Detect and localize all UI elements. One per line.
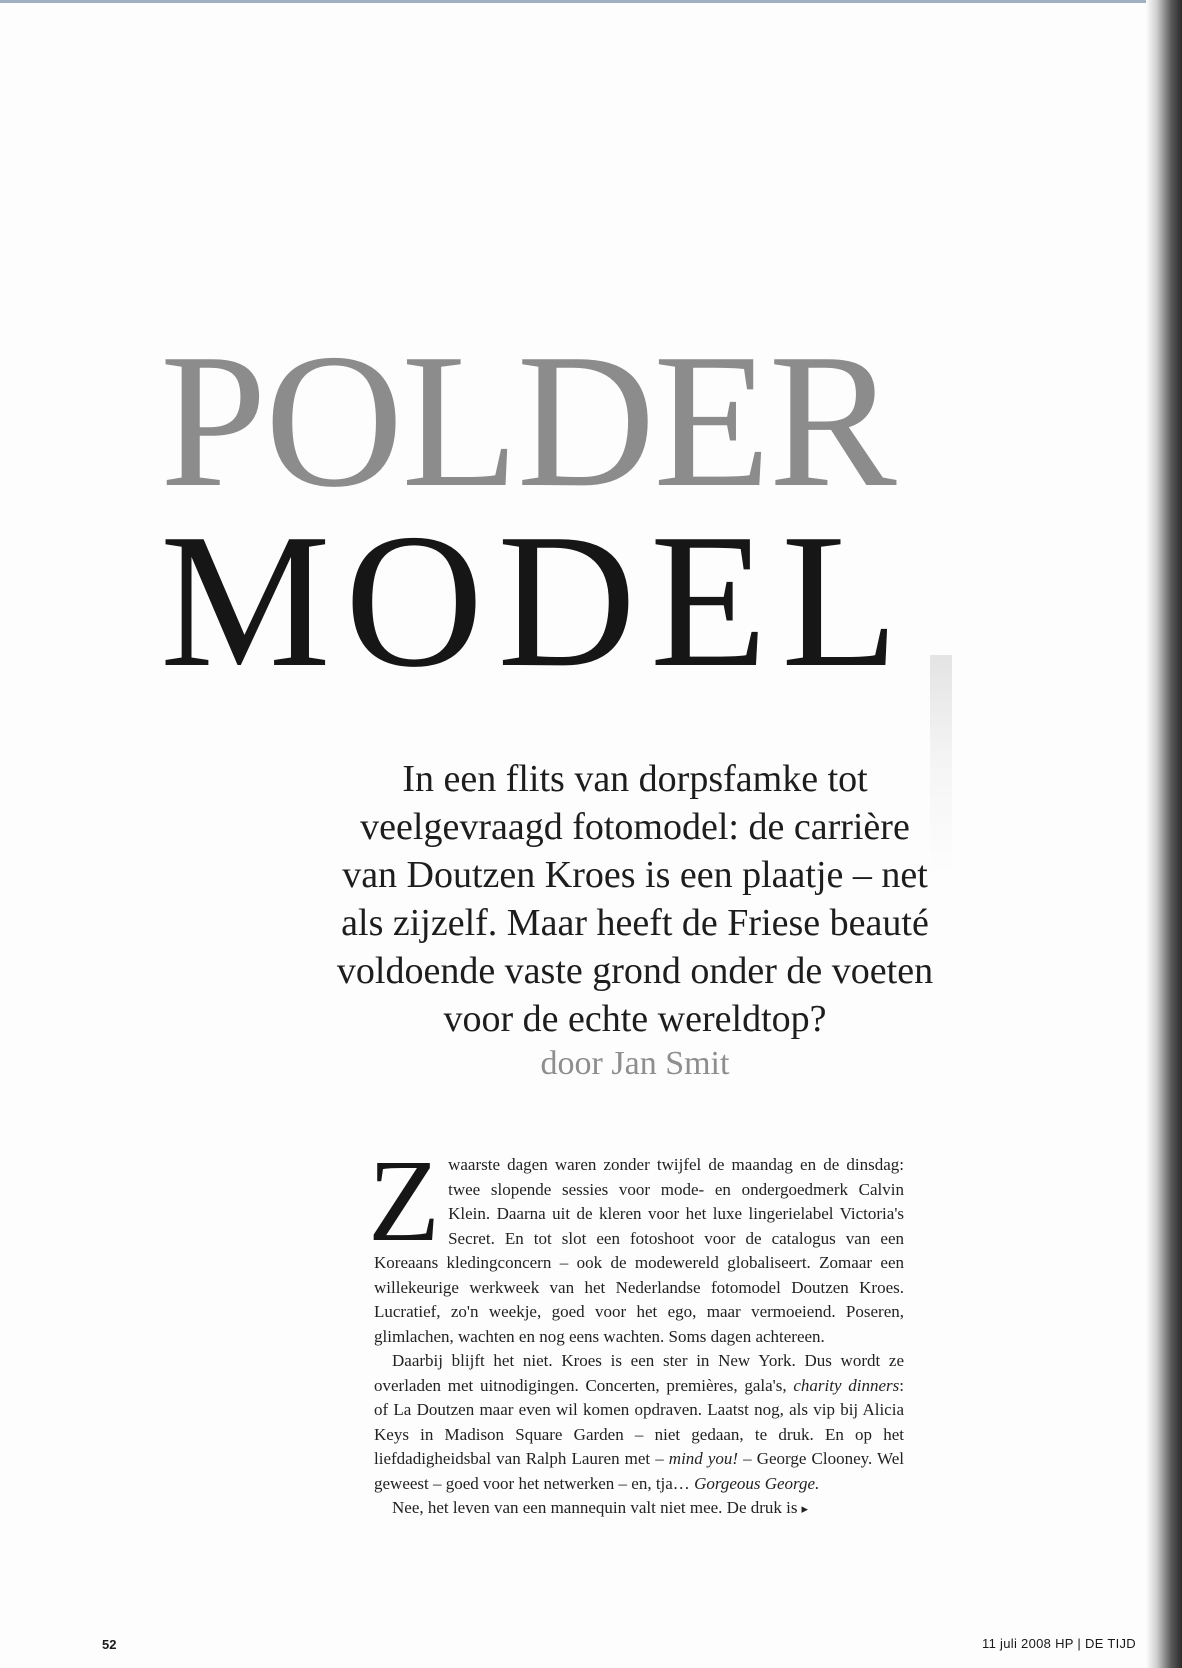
standfirst-line: veelgevraagd fotomodel: de carrière xyxy=(360,806,910,848)
paragraph-text: : of La Doutzen maar even wil komen opdraven. Laatst nog, als vip bij Alicia Keys in Madison Square Garden – niet gedaan, te druk. En op het liefdadigheidsbal van Ralph Lauren met – xyxy=(374,1375,905,1468)
paragraph-text: waarste dagen waren zonder twijfel de maandag en de dinsdag: twee slopende sessies voor mode- en ondergoedmerk Calvin Klein. Daarna uit de kleren voor het luxe lingerielabel Victoria's Secret. En tot slot een fotoshoot voor de catalogus van een Koreaans kledingconcern – ook de modewereld globaliseert. Zomaar een willekeurige werkweek van het Nederlandse fotomodel Doutzen Kroes. Lucratief, zo'n weekje, goed voor het ego, maar vermoeiend. Poseren, glimlachen, wachten en nog eens wachten. Soms dagen achtereen. xyxy=(374,1155,904,1346)
article-body xyxy=(368,1135,905,1522)
standfirst-line: voor de echte wereldtop? xyxy=(443,998,827,1040)
continue-arrow-icon: ▸ xyxy=(801,1501,809,1516)
italic-phrase: Gorgeous George. xyxy=(694,1473,820,1493)
standfirst-line: als zijzelf. Maar heeft de Friese beauté xyxy=(341,902,929,944)
article-paragraph-1 xyxy=(368,1135,904,1349)
article-paragraph-2 xyxy=(374,1349,904,1496)
paragraph-text: Nee, het leven van een mannequin valt niet mee. De druk is xyxy=(392,1498,798,1517)
page-number: 52 xyxy=(102,1637,117,1652)
paragraph-text: – George Clooney. Wel geweest – goed voor het netwerken – en, tja… xyxy=(374,1449,904,1493)
byline: door Jan Smit xyxy=(540,1045,730,1082)
paragraph-text: Daarbij blijft het niet. Kroes is een ster in New York. Dus wordt ze overladen met uitnodigingen. Concerten, premières, gala's, xyxy=(374,1351,904,1395)
standfirst-line: van Doutzen Kroes is een plaatje – net xyxy=(342,854,928,896)
drop-cap: Z xyxy=(368,1135,441,1266)
standfirst xyxy=(240,755,1030,1043)
headline-line-2: MODEL xyxy=(160,494,913,707)
italic-phrase: charity dinners xyxy=(793,1375,900,1395)
issue-info: 11 juli 2008 HP | DE TIJD xyxy=(982,1636,1136,1651)
headline-line-1: POLDER xyxy=(160,314,895,527)
standfirst-line: In een flits van dorpsfamke tot xyxy=(402,758,868,800)
top-scan-rule xyxy=(0,0,1146,3)
italic-phrase: mind you! xyxy=(668,1449,739,1468)
page-binding-shadow xyxy=(1146,0,1182,1668)
article-paragraph-3 xyxy=(374,1496,904,1522)
standfirst-line: voldoende vaste grond onder de voeten xyxy=(336,950,934,992)
